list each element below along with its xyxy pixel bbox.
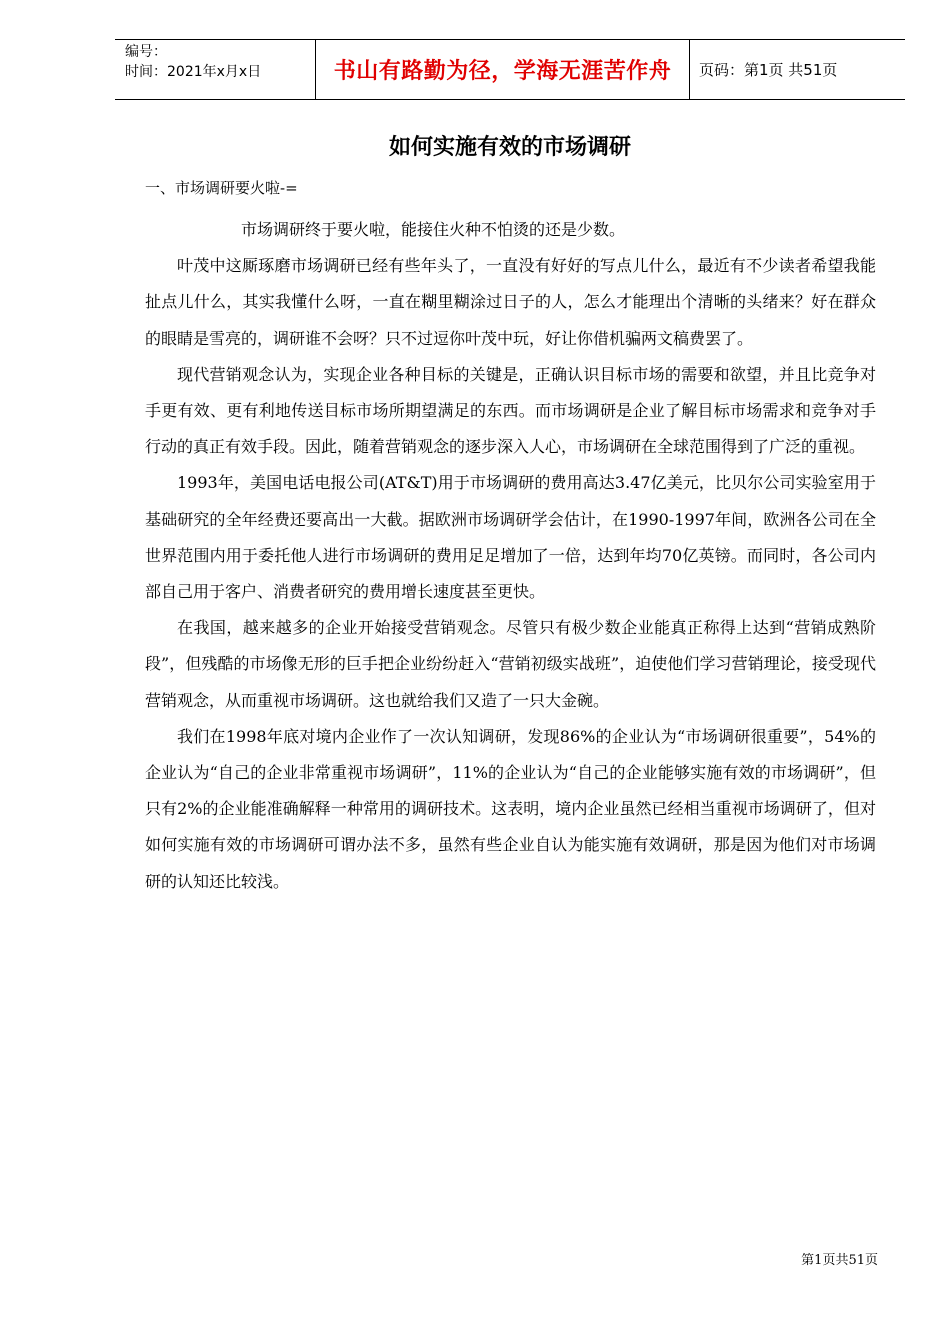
header-page-cell: [690, 40, 905, 99]
section-heading: 一、市场调研要火啦-=: [145, 179, 298, 197]
header-meta-cell: [115, 40, 316, 99]
page-header: [115, 39, 905, 100]
document-title: 如何实施有效的市场调研: [388, 135, 631, 160]
body-paragraph: 我们在1998年底对境内企业作了一次认知调研，发现86%的企业认为“市场调研很重要”，54%的企业认为“自己的企业非常重视市场调研”，11%的企业认为“自己的企业能够实施有效的市场调研”，但只有2%的企业能准确解释一种常用的调研技术。这表明，境内企业虽然已经相当重视市场调研了，但对如何实施有效的市场调研可谓办法不多，虽然有些企业自认为能实施有效调研，那是因为他们对市场调研的认知还比较浅。: [145, 726, 876, 891]
document-body: [145, 212, 876, 900]
page-footer-number: 第1页共51页: [801, 1253, 878, 1268]
body-paragraph: 1993年，美国电话电报公司(AT&T)用于市场调研的费用高达3.47亿美元，比贝尔公司实验室用于基础研究的全年经费还要高出一大截。据欧洲市场调研学会估计，在1990-1997年间，欧洲各公司在全世界范围内用于委托他人进行市场调研的费用足足增加了一倍，达到年均70亿英镑。而同时，各公司内部自己用于客户、消费者研究的费用增长速度甚至更快。: [145, 473, 876, 602]
body-paragraph: 现代营销观念认为，实现企业各种目标的关键是，正确认识目标市场的需要和欲望，并且比竞争对手更有效、更有利地传送目标市场所期望满足的东西。而市场调研是企业了解目标市场需求和竞争对手行动的真正有效手段。因此，随着营销观念的逐步深入人心，市场调研在全球范围得到了广泛的重视。: [145, 364, 876, 457]
document-number-label: 编号：: [125, 44, 167, 60]
header-page-info: 页码：第1页 共51页: [699, 61, 838, 79]
header-motto-cell: [316, 40, 690, 99]
body-paragraph: 在我国，越来越多的企业开始接受营销观念。尽管只有极少数企业能真正称得上达到“营销成熟阶段”，但残酷的市场像无形的巨手把企业纷纷赶入“营销初级实战班”，迫使他们学习营销理论，接受现代营销观念，从而重视市场调研。这也就给我们又造了一只大金碗。: [145, 618, 876, 710]
body-paragraph: 叶茂中这厮琢磨市场调研已经有些年头了，一直没有好好的写点儿什么，最近有不少读者希望我能扯点儿什么，其实我懂什么呀，一直在糊里糊涂过日子的人，怎么才能理出个清晰的头绪来？好在群众的眼睛是雪亮的，调研谁不会呀？只不过逗你叶茂中玩，好让你借机骗两文稿费罢了。: [145, 256, 876, 348]
header-motto: 书山有路勤为径，学海无涯苦作舟: [333, 59, 672, 84]
body-paragraph: 市场调研终于要火啦，能接住火种不怕烫的还是少数。: [241, 220, 626, 239]
document-time-label: 时间：2021年x月x日: [125, 64, 262, 80]
